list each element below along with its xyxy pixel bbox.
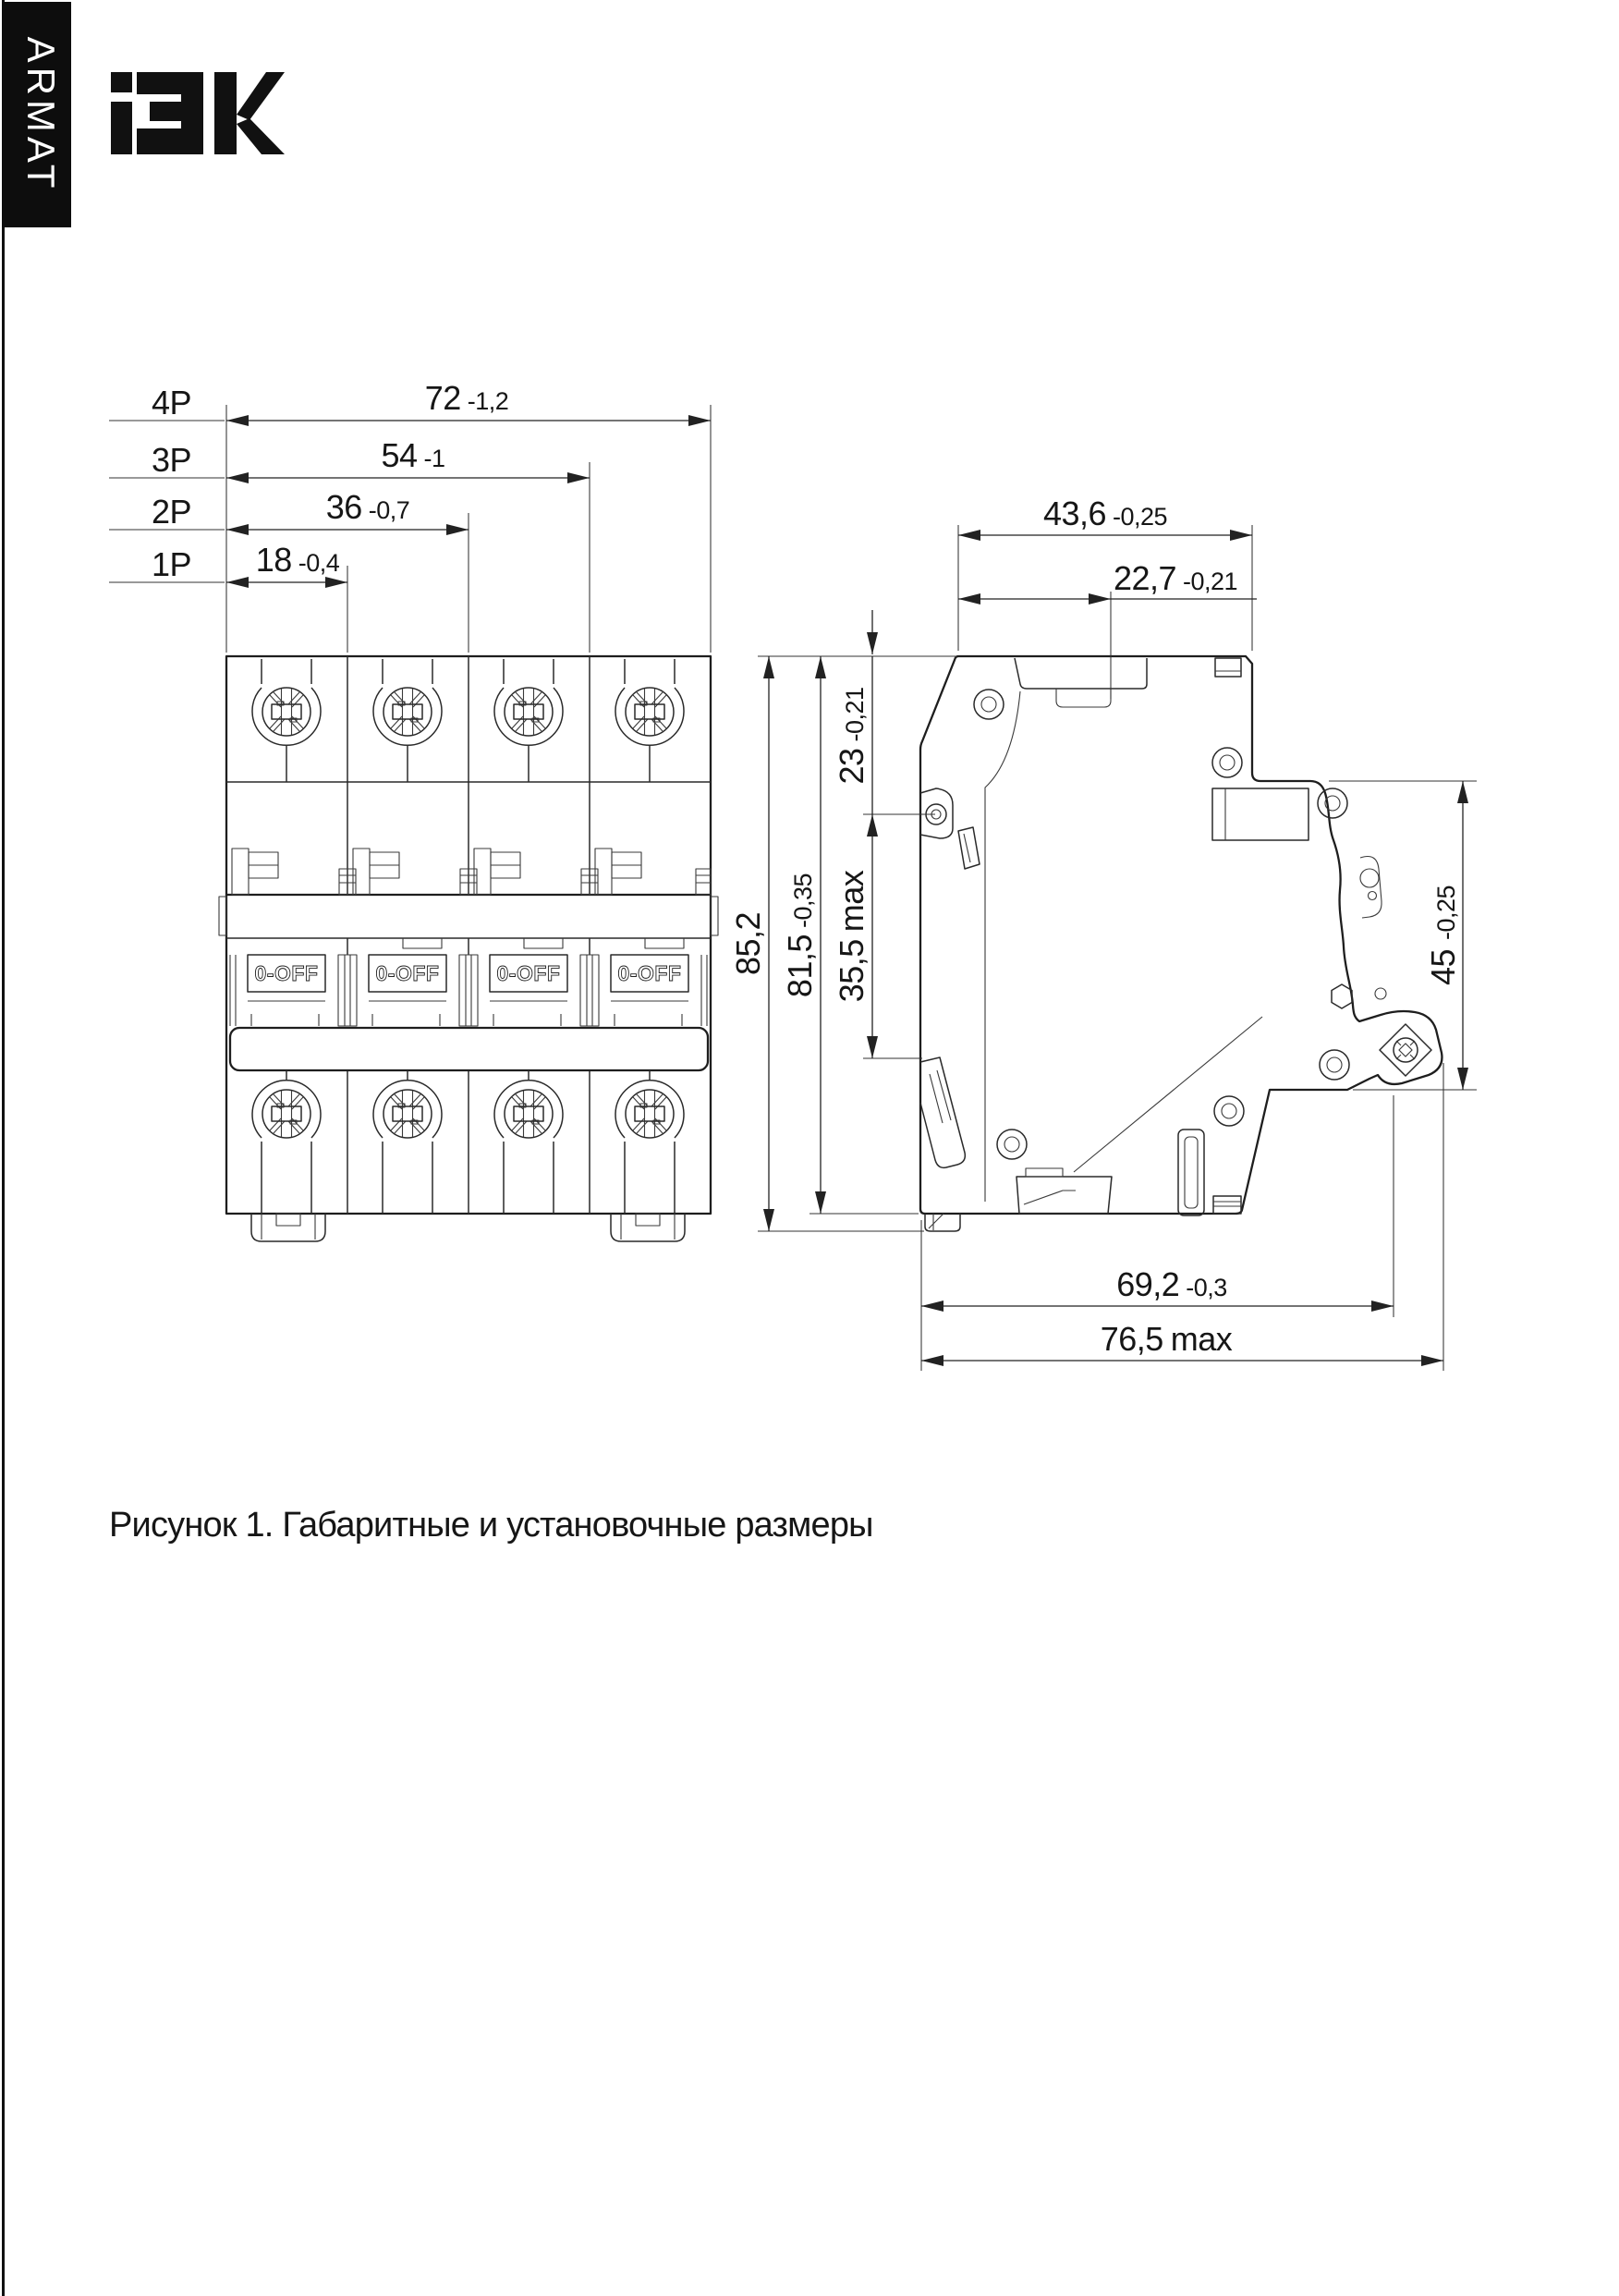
brand-sidebar bbox=[2, 2, 71, 227]
din-clip bbox=[251, 1214, 325, 1241]
front-view bbox=[109, 379, 718, 1241]
pole-label-4p: 4P bbox=[152, 384, 192, 421]
front-dimensions bbox=[109, 379, 711, 653]
toggle-label: 0-OFF bbox=[617, 961, 682, 985]
toggle-label: 0-OFF bbox=[496, 961, 561, 985]
dim-bottom-max-width: 76,5 max bbox=[1100, 1320, 1233, 1358]
rivets bbox=[974, 690, 1349, 1159]
din-clip bbox=[611, 1214, 685, 1241]
page-left-edge bbox=[2, 0, 5, 2296]
dim-top-depth: 23-0,21 bbox=[833, 687, 870, 785]
toggle-label: 0-OFF bbox=[375, 961, 440, 985]
pole-dividers bbox=[347, 656, 590, 1214]
dim-din-recess: 45-0,25 bbox=[1424, 885, 1462, 986]
iek-logo bbox=[111, 72, 285, 154]
toggle-row bbox=[230, 955, 707, 1026]
handle-tie-bar bbox=[230, 1028, 708, 1070]
dim-bottom-width: 69,2 -0,3 bbox=[1116, 1265, 1227, 1303]
brand-vertical-text: ARMAT bbox=[19, 36, 63, 193]
dim-width-4p: 72 -1,2 bbox=[424, 379, 509, 417]
din-latch bbox=[1380, 1024, 1431, 1076]
pole-label-2p: 2P bbox=[152, 493, 192, 531]
pole-label-1p: 1P bbox=[152, 545, 192, 583]
side-dimensions bbox=[729, 495, 1477, 1371]
dim-width-1p: 18 -0,4 bbox=[255, 541, 340, 579]
dim-top-width: 43,6 -0,25 bbox=[1042, 495, 1168, 532]
side-view bbox=[729, 495, 1477, 1371]
dim-total-height: 85,2 bbox=[729, 911, 767, 976]
side-toggle-handle bbox=[920, 1057, 965, 1167]
figure-caption: Рисунок 1. Габаритные и установочные размеры bbox=[109, 1506, 873, 1545]
terminal-clamps bbox=[232, 849, 711, 895]
dim-body-height: 81,5-0,35 bbox=[781, 873, 819, 998]
pole-label-3p: 3P bbox=[152, 441, 192, 479]
toggle-label: 0-OFF bbox=[254, 961, 319, 985]
dim-width-3p: 54 -1 bbox=[381, 436, 445, 474]
dim-width-2p: 36 -0,7 bbox=[325, 488, 410, 526]
dim-terminal-offset: 22,7 -0,21 bbox=[1113, 559, 1238, 597]
dim-handle-zone: 35,5max bbox=[833, 870, 870, 1003]
